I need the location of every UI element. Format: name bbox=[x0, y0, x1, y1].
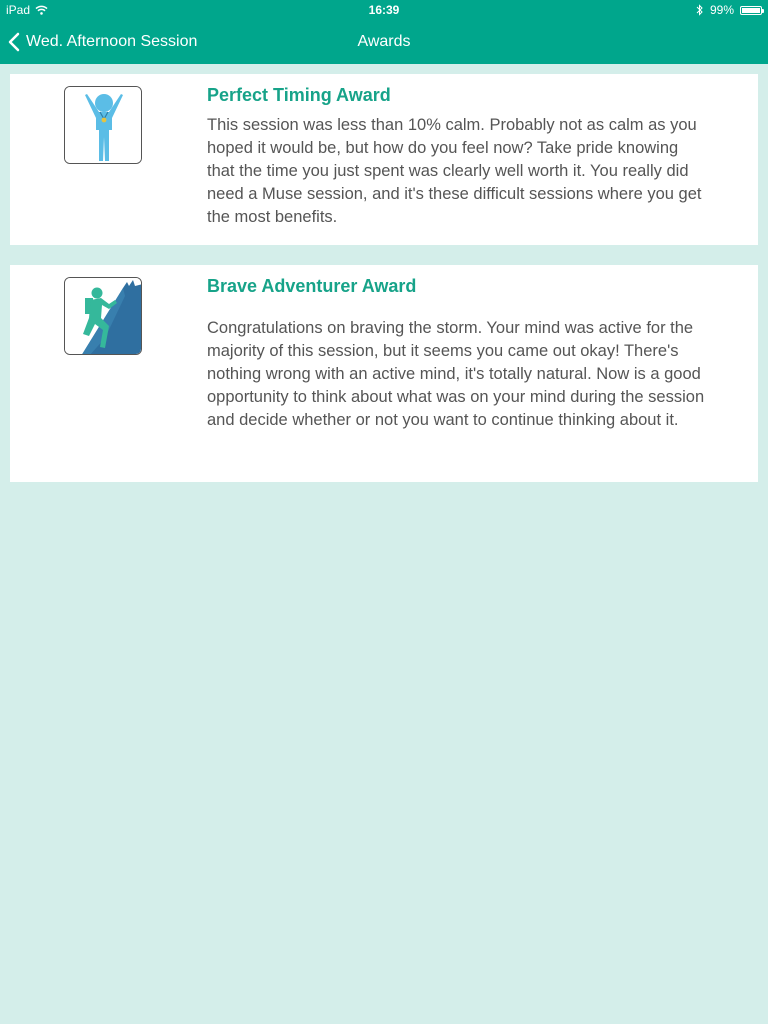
celebrating-person-icon bbox=[64, 86, 142, 164]
award-description: This session was less than 10% calm. Probably not as calm as you hoped it would be, but how do you feel now? Take pride knowing that the time you just spent was clearly well worth it. You really did need a Muse session, and it's these difficult sessions where you get the most benefits. bbox=[207, 116, 702, 226]
back-button-label: Wed. Afternoon Session bbox=[26, 33, 198, 50]
bluetooth-icon bbox=[696, 4, 704, 16]
status-right bbox=[696, 0, 762, 20]
battery-level bbox=[742, 8, 760, 13]
device-label: iPad bbox=[6, 3, 31, 17]
battery-icon bbox=[740, 6, 762, 15]
award-card-brave-adventurer bbox=[10, 265, 758, 482]
status-time: 16:39 bbox=[368, 3, 400, 17]
nav-bar bbox=[0, 20, 768, 64]
climber-icon bbox=[64, 277, 142, 355]
award-title: Brave Adventurer Award bbox=[207, 276, 417, 296]
award-title: Perfect Timing Award bbox=[207, 85, 391, 105]
status-bar bbox=[0, 0, 768, 20]
page-title: Awards bbox=[357, 33, 411, 50]
award-card-perfect-timing bbox=[10, 74, 758, 245]
award-description: Congratulations on braving the storm. Your mind was active for the majority of this session, but it seems you came out okay! There's nothing wrong with an active mind, it's totally natural. Now is a good opportunity to think about what was on your mind during the session and decide whether or not you want to continue thinking about it. bbox=[207, 319, 705, 429]
top-bar bbox=[0, 0, 768, 64]
battery-percent: 99% bbox=[709, 3, 734, 17]
